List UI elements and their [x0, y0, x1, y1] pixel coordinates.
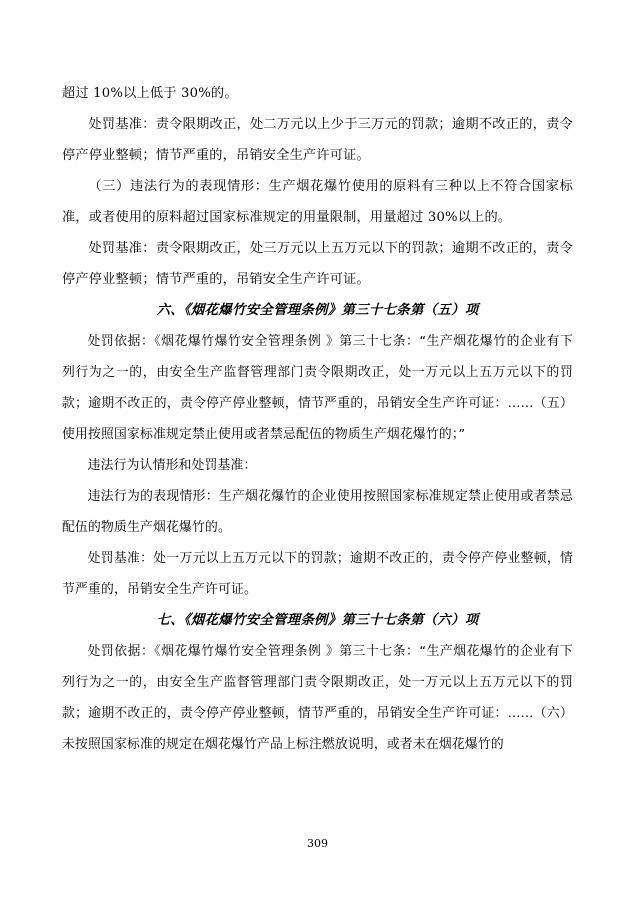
paragraph: 违法行为的表现情形：生产烟花爆竹的企业使用按照国家标准规定禁止使用或者禁忌配伍的物质生产烟花爆竹的。: [62, 489, 573, 535]
paragraph: 超过 10%以上低于 30%的。: [62, 86, 238, 101]
paragraph: 处罚基准：责令限期改正，处二万元以上少于三万元的罚款；逾期不改正的，责令停产停业整顿；情节严重的，吊销安全生产许可证。: [62, 117, 573, 163]
paragraph: （三）违法行为的表现情形：生产烟花爆竹使用的原料有三种以上不符合国家标准，或者使用的原料超过国家标准规定的用量限制，用量超过 30%以上的。: [62, 179, 573, 225]
paragraph: 处罚基准：责令限期改正，处三万元以上五万元以下的罚款；逾期不改正的，责令停产停业整顿；情节严重的，吊销安全生产许可证。: [62, 241, 573, 287]
paragraph: 处罚依据：《烟花爆竹爆竹安全管理条例 》第三十七条：“生产烟花爆竹的企业有下列行为之一的，由安全生产监督管理部门责令限期改正，处一万元以上五万元以下的罚款；逾期不改正的，责令停产停业整顿，情节严重的，吊销安全生产许可证：……（六）未按照国家标准的规定在烟花爆竹产品上标注燃放说明，或者未在烟花爆竹的: [62, 644, 573, 752]
paragraph: 处罚基准：处一万元以上五万元以下的罚款；逾期不改正的，责令停产停业整顿，情节严重的，吊销安全生产许可证。: [62, 551, 573, 597]
paragraph: 处罚依据：《烟花爆竹爆竹安全管理条例 》第三十七条：“生产烟花爆竹的企业有下列行为之一的，由安全生产监督管理部门责令限期改正，处一万元以上五万元以下的罚款；逾期不改正的，责令停产停业整顿，情节严重的，吊销安全生产许可证：……（五）使用按照国家标准规定禁止使用或者禁忌配伍的物质生产烟花爆竹的；”: [62, 334, 573, 442]
document-body: [62, 78, 573, 760]
section-heading-six: 六、《烟花爆竹安全管理条例》第三十七条第（五）项: [156, 302, 479, 318]
section-heading-seven: 七、《烟花爆竹安全管理条例》第三十七条第（六）项: [156, 612, 479, 628]
page-number: 309: [307, 837, 328, 850]
paragraph: 违法行为认情形和处罚基准：: [87, 458, 257, 473]
